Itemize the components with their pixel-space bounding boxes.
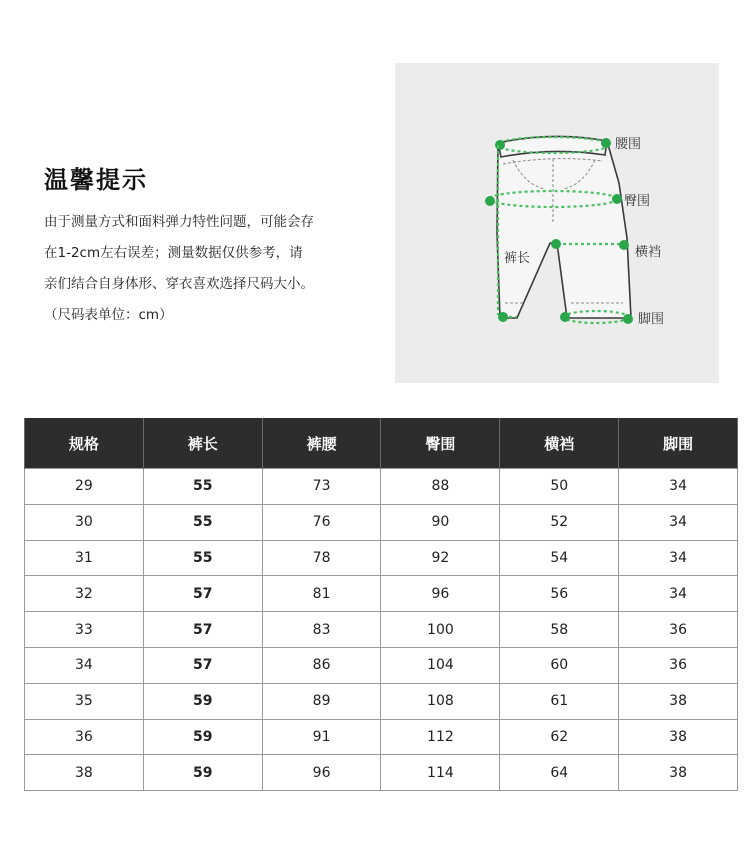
cell-size: 32 bbox=[25, 576, 144, 612]
size-table-container bbox=[24, 418, 738, 791]
cell-crotch: 50 bbox=[500, 469, 619, 505]
waist-point-left bbox=[495, 140, 505, 150]
cell-size: 38 bbox=[25, 755, 144, 791]
cell-crotch: 52 bbox=[500, 504, 619, 540]
cell-waist: 81 bbox=[262, 576, 381, 612]
cell-crotch: 61 bbox=[500, 683, 619, 719]
cell-length: 57 bbox=[143, 647, 262, 683]
cell-hem: 34 bbox=[619, 469, 738, 505]
warm-tips bbox=[44, 160, 374, 331]
cell-hip: 112 bbox=[381, 719, 500, 755]
cell-crotch: 62 bbox=[500, 719, 619, 755]
crotch-point-right bbox=[619, 240, 629, 250]
table-row bbox=[25, 540, 738, 576]
table-row bbox=[25, 612, 738, 648]
cell-hem: 38 bbox=[619, 755, 738, 791]
table-row bbox=[25, 647, 738, 683]
cell-length: 57 bbox=[143, 576, 262, 612]
cell-waist: 91 bbox=[262, 719, 381, 755]
cell-hip: 104 bbox=[381, 647, 500, 683]
cell-crotch: 56 bbox=[500, 576, 619, 612]
cell-size: 34 bbox=[25, 647, 144, 683]
cell-size: 35 bbox=[25, 683, 144, 719]
tips-title: 温馨提示 bbox=[44, 166, 148, 194]
measurement-diagram bbox=[395, 63, 719, 383]
shorts-illustration bbox=[395, 63, 719, 383]
tips-line: 在1-2cm左右误差；测量数据仅供参考，请 bbox=[44, 245, 303, 261]
table-row bbox=[25, 755, 738, 791]
cell-hem: 34 bbox=[619, 504, 738, 540]
cell-crotch: 54 bbox=[500, 540, 619, 576]
table-row bbox=[25, 469, 738, 505]
cell-hip: 90 bbox=[381, 504, 500, 540]
cell-hem: 38 bbox=[619, 683, 738, 719]
cell-hip: 114 bbox=[381, 755, 500, 791]
cell-hip: 108 bbox=[381, 683, 500, 719]
header-length: 裤长 bbox=[143, 418, 262, 469]
label-waist: 腰围 bbox=[615, 137, 642, 152]
tips-line-unit: （尺码表单位：cm） bbox=[44, 307, 173, 323]
table-row bbox=[25, 719, 738, 755]
crotch-point-left bbox=[551, 239, 561, 249]
hem-point-center bbox=[560, 312, 570, 322]
hem-point-right bbox=[623, 314, 633, 324]
header-crotch: 横裆 bbox=[500, 418, 619, 469]
hem-point-left bbox=[498, 312, 508, 322]
hip-point-left bbox=[485, 196, 495, 206]
cell-size: 36 bbox=[25, 719, 144, 755]
header-hem: 脚围 bbox=[619, 418, 738, 469]
cell-waist: 73 bbox=[262, 469, 381, 505]
cell-waist: 83 bbox=[262, 612, 381, 648]
header-waist: 裤腰 bbox=[262, 418, 381, 469]
cell-hip: 88 bbox=[381, 469, 500, 505]
cell-hip: 96 bbox=[381, 576, 500, 612]
cell-hem: 34 bbox=[619, 576, 738, 612]
cell-length: 59 bbox=[143, 755, 262, 791]
cell-waist: 78 bbox=[262, 540, 381, 576]
size-table bbox=[24, 418, 738, 791]
label-hem: 脚围 bbox=[638, 312, 665, 327]
cell-length: 57 bbox=[143, 612, 262, 648]
label-length: 裤长 bbox=[504, 251, 531, 266]
table-row bbox=[25, 576, 738, 612]
header-size: 规格 bbox=[25, 418, 144, 469]
cell-length: 55 bbox=[143, 504, 262, 540]
cell-length: 59 bbox=[143, 683, 262, 719]
cell-size: 29 bbox=[25, 469, 144, 505]
cell-size: 31 bbox=[25, 540, 144, 576]
cell-waist: 86 bbox=[262, 647, 381, 683]
label-crotch: 横裆 bbox=[635, 245, 662, 260]
cell-crotch: 64 bbox=[500, 755, 619, 791]
cell-hip: 92 bbox=[381, 540, 500, 576]
table-row bbox=[25, 683, 738, 719]
cell-size: 33 bbox=[25, 612, 144, 648]
cell-length: 55 bbox=[143, 469, 262, 505]
cell-length: 59 bbox=[143, 719, 262, 755]
cell-hem: 36 bbox=[619, 612, 738, 648]
hip-point-right bbox=[612, 194, 622, 204]
cell-waist: 76 bbox=[262, 504, 381, 540]
cell-waist: 96 bbox=[262, 755, 381, 791]
waist-point-right bbox=[601, 138, 611, 148]
cell-crotch: 60 bbox=[500, 647, 619, 683]
table-row bbox=[25, 504, 738, 540]
cell-hem: 36 bbox=[619, 647, 738, 683]
tips-line: 由于测量方式和面料弹力特性问题，可能会存 bbox=[44, 214, 314, 230]
cell-hem: 38 bbox=[619, 719, 738, 755]
cell-hip: 100 bbox=[381, 612, 500, 648]
cell-size: 30 bbox=[25, 504, 144, 540]
header-hip: 臀围 bbox=[381, 418, 500, 469]
cell-waist: 89 bbox=[262, 683, 381, 719]
cell-length: 55 bbox=[143, 540, 262, 576]
tips-line: 亲们结合自身体形、穿衣喜欢选择尺码大小。 bbox=[44, 276, 314, 292]
table-header-row bbox=[25, 418, 738, 469]
cell-crotch: 58 bbox=[500, 612, 619, 648]
label-hip: 臀围 bbox=[624, 194, 651, 209]
cell-hem: 34 bbox=[619, 540, 738, 576]
